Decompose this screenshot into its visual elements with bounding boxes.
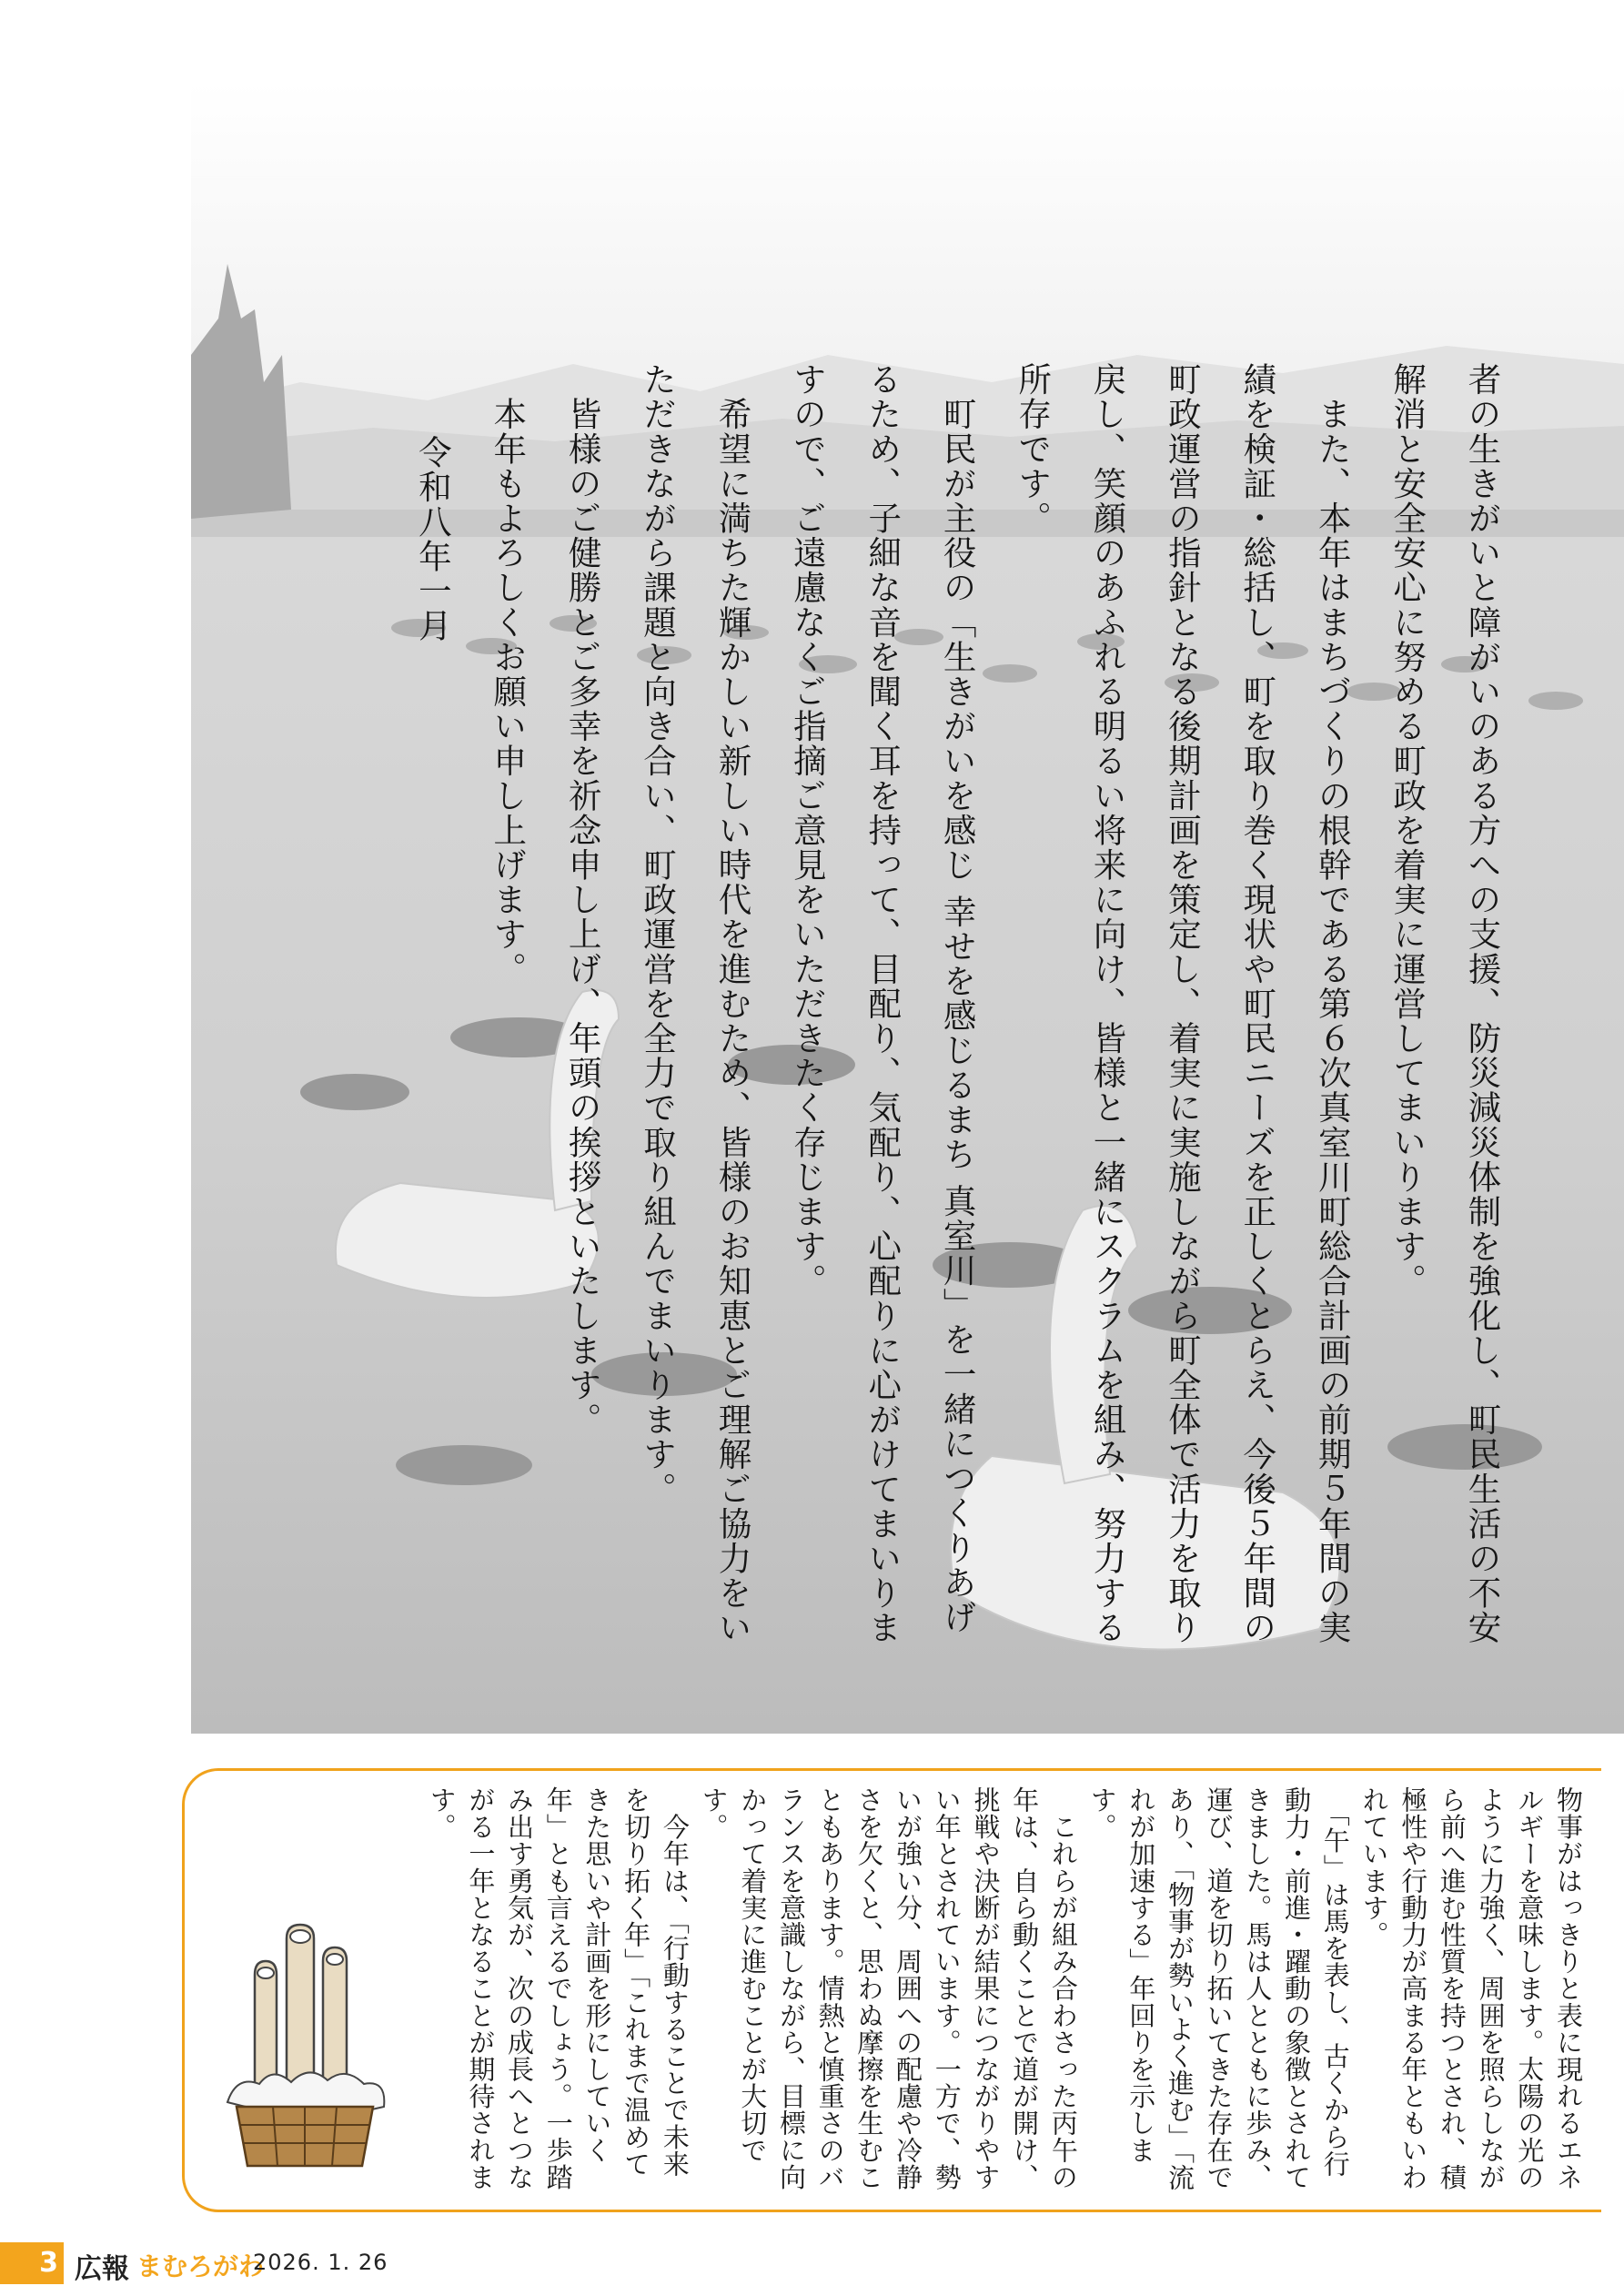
body-paragraph: 希望に満ちた輝かしい新しい時代を進むため、皆様のお知恵とご理解ご協力をいただきながら課題と向き合い、町政運営を全力で取り組んでまいります。 <box>638 362 752 1645</box>
note-paragraph: 「午」は馬を表し、古くから行動力・前進・躍動の象徴とされてきました。馬は人とともに歩み、運び、道を切り拓いてきた存在であり、「物事が勢いよく進む」「流れが加速する」年回りを示します。 <box>1086 1786 1351 2191</box>
publication-label: 広報 <box>75 2253 129 2285</box>
body-paragraph: また、本年はまちづくりの根幹である第６次真室川町総合計画の前期５年間の実績を検証・総括し、町を取り巻く現状や町民ニーズを正しくとらえ、今後５年間の町政運営の指針となる後期計画を策定し、着実に実施しながら町全体で活力を取り戻し、笑顔のあふれる明るい将来に向け、皆様と一緒にスクラムを組み、努力する所存です。 <box>1013 362 1353 1645</box>
note-body <box>364 1786 1588 2200</box>
issue-date: 2026. 1. 26 <box>253 2250 388 2275</box>
note-paragraph: 物事がはっきりと表に現れるエネルギーを意味します。太陽の光のように力強く、周囲を照らしながら前へ進む性質を持つとされ、積極性や行動力が高まる年ともいわれています。 <box>1358 1786 1584 2190</box>
greeting-body <box>264 362 1519 1654</box>
logo-text: まむろがわ <box>136 2251 265 2281</box>
body-paragraph: 本年もよろしくお願い申し上げます。 <box>488 362 528 986</box>
note-paragraph: これらが組み合わさった丙午の年は、自ら動くことで道が開け、挑戦や決断が結果につながりやすい年とされています。一方で、勢いが強い分、周囲への配慮や冷静さを欠くと、思わぬ摩擦を生むこともあります。情熱と慎重さのバランスを意識しながら、目標に向かって着実に進むことが大切です。 <box>698 1786 1079 2190</box>
kadomatsu-icon <box>218 1920 391 2170</box>
body-paragraph: 町民が主役の「生きがいを感じ 幸せを感じるまち 真室川」を一緒につくりあげるため、子細な音を聞く耳を持って、目配り、気配り、心配りに心がけてまいりますので、ご遠慮なくご指摘ご意見をいただきたく存じます。 <box>788 362 978 1645</box>
body-paragraph: 皆様のご健勝とご多幸を祈念申し上げ、年頭の挨拶といたします。 <box>563 362 603 1438</box>
page-number: 3 <box>0 2242 64 2284</box>
note-paragraph: 今年は、「行動することで未来を切り拓く年」「これまで温めてきた思いや計画を形にしていく年」とも言えるでしょう。一歩踏み出す勇気が、次の成長へとつながる一年となることが期待されます。 <box>426 1786 691 2190</box>
page-footer <box>0 2242 546 2284</box>
closing-date: 令和八年一月 <box>413 435 453 643</box>
body-paragraph: 者の生きがいと障がいのある方への支援、防災減災体制を強化し、町民生活の不安解消と安全安心に努める町政を着実に運営してまいります。 <box>1387 362 1502 1645</box>
magazine-logo <box>135 2244 265 2282</box>
